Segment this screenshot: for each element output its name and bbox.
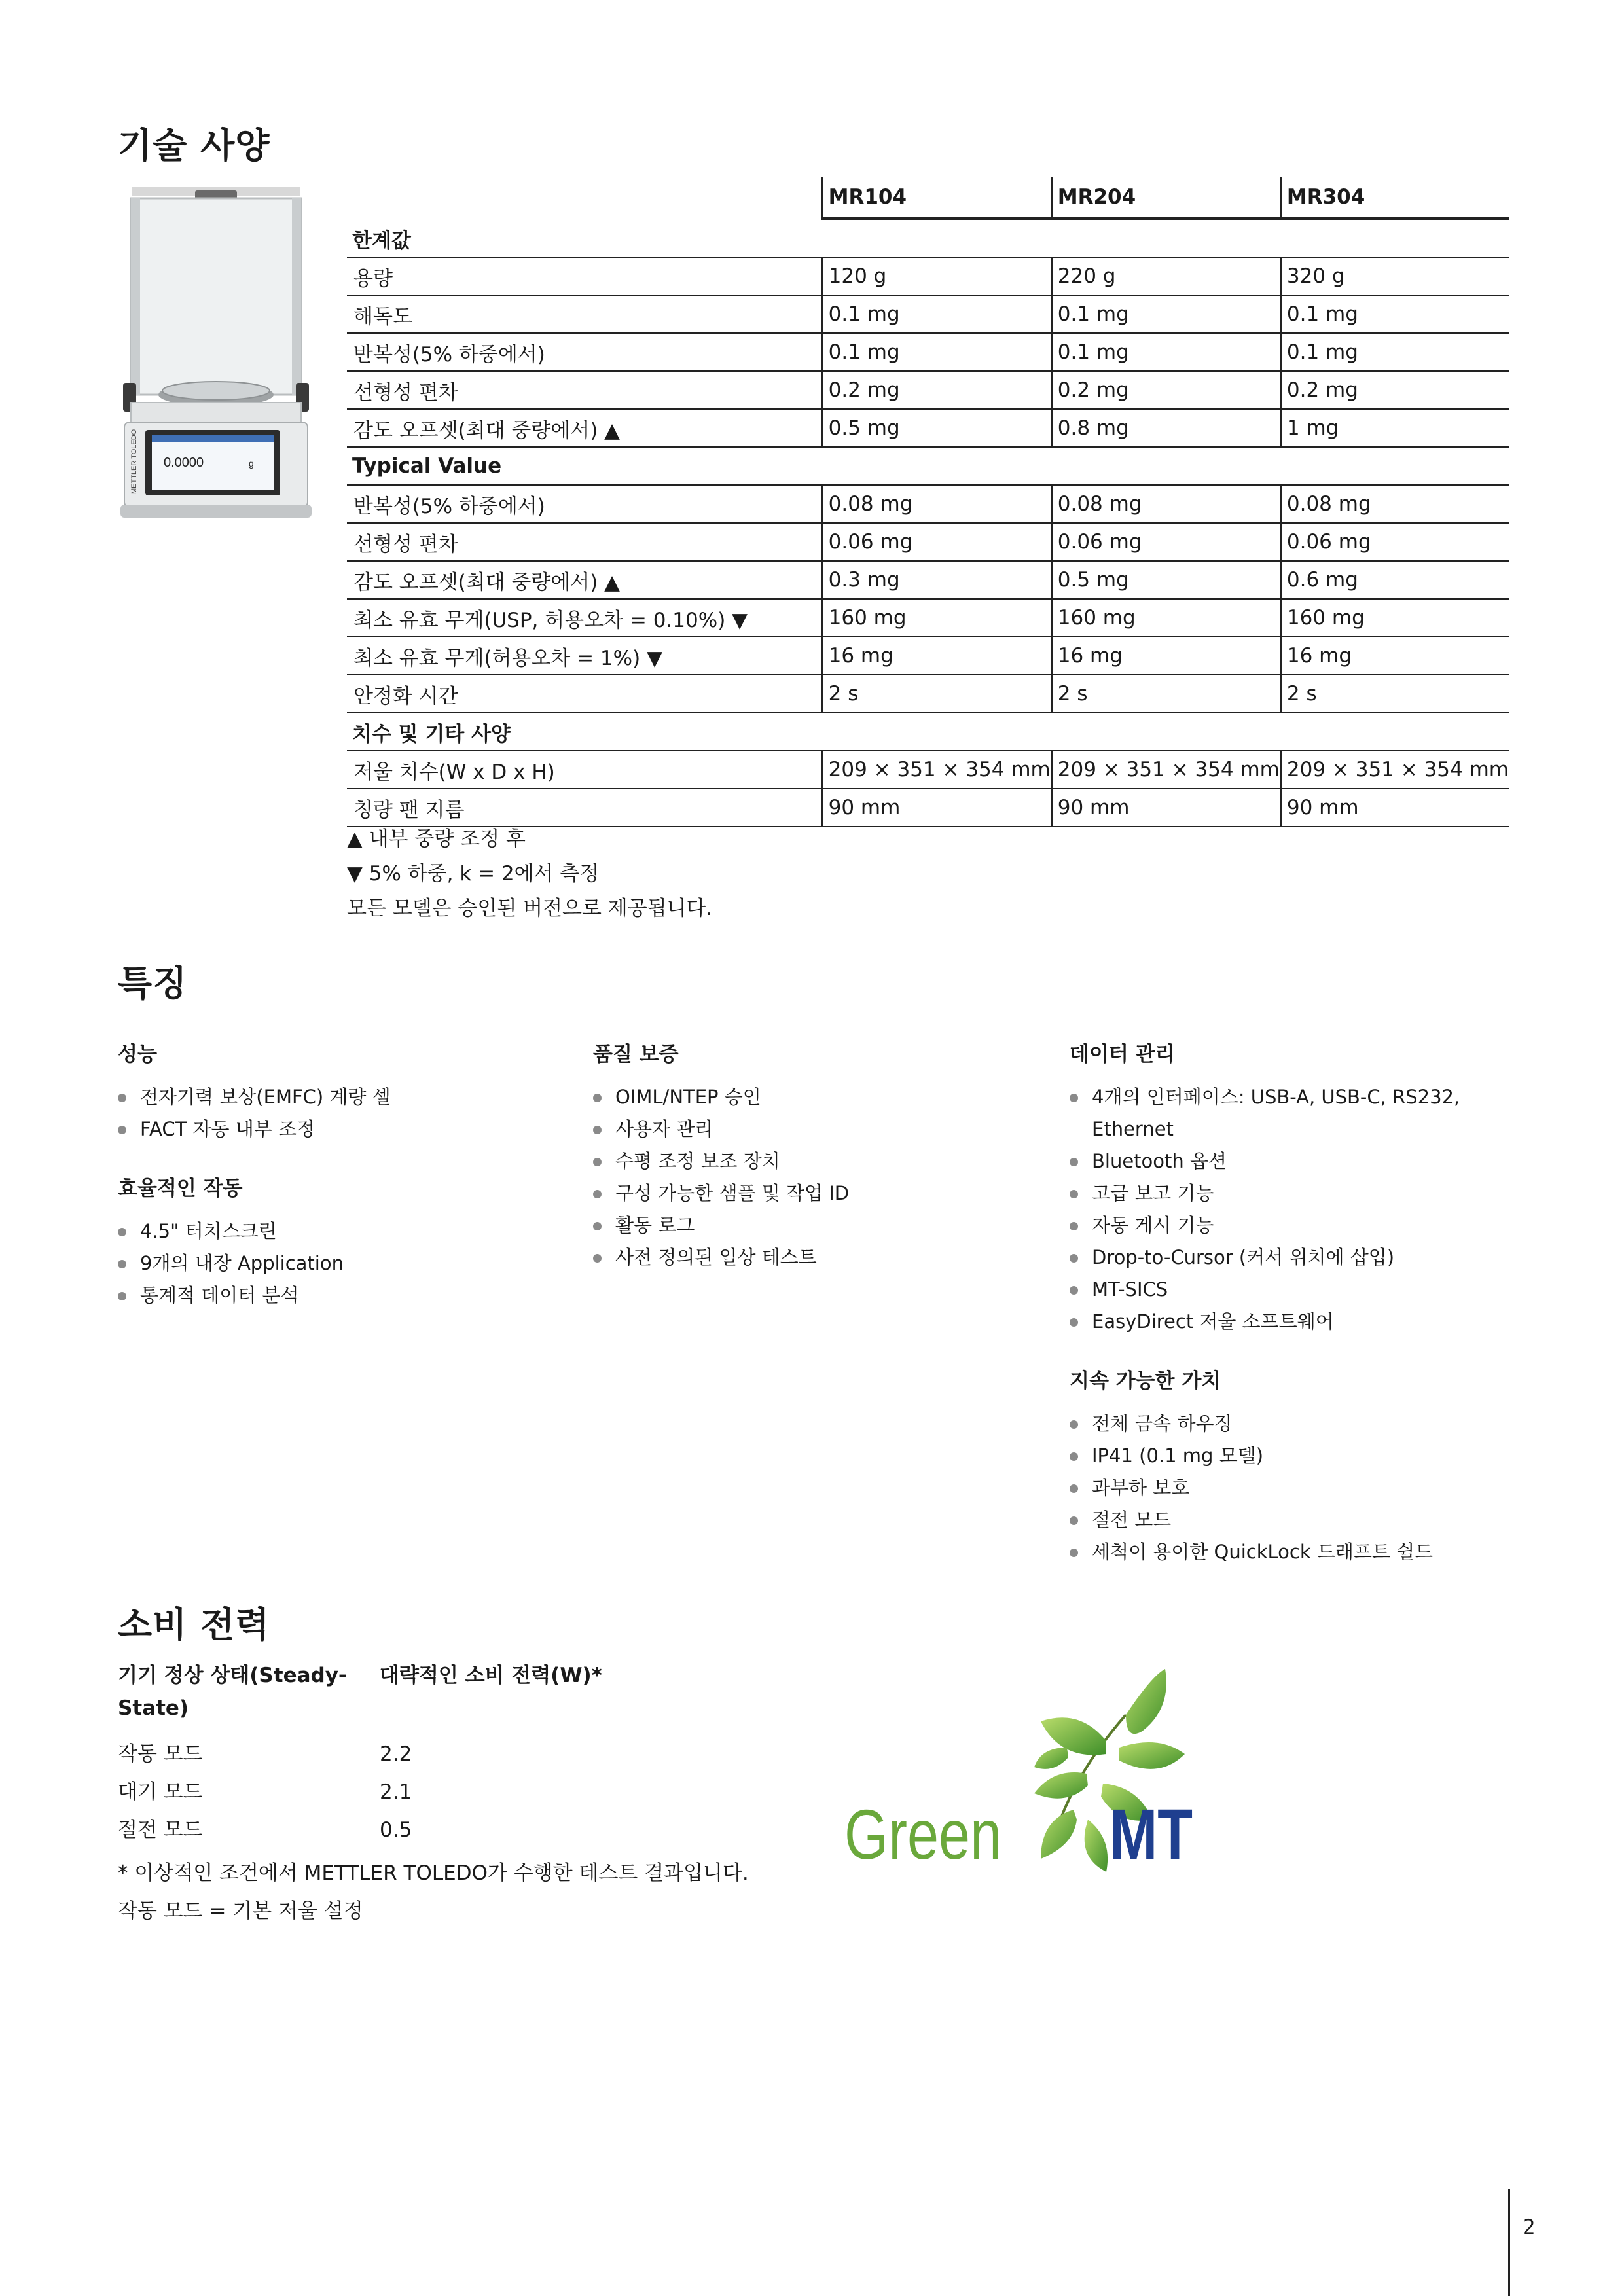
spec-section-label: Typical Value (347, 447, 1509, 485)
feature-item: 전자기력 보상(EMFC) 계량 셀 (118, 1081, 576, 1113)
feature-list (1070, 1408, 1515, 1568)
spec-data-row (347, 295, 1509, 333)
spec-value: 220 g (1051, 257, 1280, 295)
feature-item: OIML/NTEP 승인 (593, 1081, 1051, 1113)
feature-list (1070, 1081, 1515, 1338)
bullet-icon (1070, 1549, 1078, 1557)
model-header: MR204 (1051, 177, 1280, 219)
feature-item: 세척이 용이한 QuickLock 드래프트 쉴드 (1070, 1536, 1515, 1568)
bullet-icon (1070, 1190, 1078, 1198)
feature-item: 통계적 데이터 분석 (118, 1280, 576, 1312)
power-value: 2.1 (380, 1780, 412, 1804)
power-row (118, 1773, 655, 1811)
spec-data-row (347, 637, 1509, 675)
spec-data-row (347, 561, 1509, 599)
spec-data-row (347, 751, 1509, 789)
bullet-icon (118, 1228, 126, 1236)
bullet-icon (1070, 1452, 1078, 1461)
bullet-icon (1070, 1516, 1078, 1525)
feature-item: EasyDirect 저울 소프트웨어 (1070, 1306, 1515, 1338)
power-row (118, 1811, 655, 1849)
spec-section-row (347, 713, 1509, 751)
feature-group-heading: 성능 (118, 1043, 157, 1066)
spec-value: 0.06 mg (1280, 523, 1509, 561)
power-mode: 작동 모드 (118, 1742, 203, 1766)
spec-value: 90 mm (1051, 789, 1280, 827)
spec-title: 기술 사양 (118, 125, 270, 166)
features-title: 특징 (118, 963, 188, 1004)
power-header-row (118, 1659, 655, 1725)
spec-label: 감도 오프셋(최대 중량에서) ▲ (347, 561, 822, 599)
feature-group-heading: 데이터 관리 (1070, 1043, 1175, 1066)
bullet-icon (118, 1260, 126, 1268)
feature-item: 과부하 보호 (1070, 1472, 1515, 1504)
spec-data-row (347, 675, 1509, 713)
spec-value: 0.08 mg (822, 485, 1051, 523)
spec-data-row (347, 523, 1509, 561)
spec-label: 감도 오프셋(최대 중량에서) ▲ (347, 409, 822, 447)
power-col2-head: 대략적인 소비 전력(W)* (380, 1664, 602, 1687)
feature-list (593, 1081, 1051, 1274)
feature-item: 9개의 내장 Application (118, 1247, 576, 1280)
model-header: MR104 (822, 177, 1051, 219)
power-row (118, 1735, 655, 1773)
features-column-1 (118, 1037, 576, 1338)
feature-item: 4개의 인터페이스: USB-A, USB-C, RS232, Ethernet (1070, 1081, 1515, 1145)
bullet-icon (593, 1222, 602, 1230)
spec-data-row (347, 789, 1509, 827)
spec-header-blank (347, 177, 822, 219)
spec-value: 0.6 mg (1280, 561, 1509, 599)
bullet-icon (1070, 1286, 1078, 1295)
bullet-icon (1070, 1254, 1078, 1263)
logo-word-green: Green (844, 1795, 1002, 1874)
feature-item: 절전 모드 (1070, 1504, 1515, 1536)
feature-item: Bluetooth 옵션 (1070, 1145, 1515, 1177)
spec-value: 2 s (1280, 675, 1509, 713)
feature-group-heading: 효율적인 작동 (118, 1177, 243, 1200)
spec-section-row (347, 219, 1509, 257)
spec-data-row (347, 333, 1509, 371)
bullet-icon (593, 1190, 602, 1198)
features-column-3 (1070, 1037, 1515, 1594)
spec-value: 209 × 351 × 354 mm (822, 751, 1051, 789)
power-value: 2.2 (380, 1742, 412, 1766)
spec-value: 0.5 mg (1051, 561, 1280, 599)
bullet-icon (593, 1254, 602, 1263)
feature-item: MT-SICS (1070, 1274, 1515, 1306)
green-mt-logo (844, 1669, 1211, 1875)
spec-value: 0.2 mg (1051, 371, 1280, 409)
feature-item: 고급 보고 기능 (1070, 1177, 1515, 1210)
feature-item: 수평 조정 보조 장치 (593, 1145, 1051, 1177)
bullet-icon (1070, 1484, 1078, 1493)
spec-value: 0.1 mg (1280, 295, 1509, 333)
power-notes (118, 1854, 749, 1930)
spec-data-row (347, 599, 1509, 637)
spec-data-row (347, 485, 1509, 523)
bullet-icon (593, 1158, 602, 1166)
spec-value: 2 s (1051, 675, 1280, 713)
logo-word-mt: MT (1110, 1795, 1193, 1875)
spec-value: 16 mg (822, 637, 1051, 675)
spec-label: 반복성(5% 하중에서) (347, 485, 822, 523)
spec-label: 해독도 (347, 295, 822, 333)
feature-item: IP41 (0.1 mg 모델) (1070, 1440, 1515, 1472)
feature-list (118, 1081, 576, 1145)
bullet-icon (1070, 1094, 1078, 1102)
power-title: 소비 전력 (118, 1604, 270, 1645)
page-number: 2 (1523, 2215, 1536, 2239)
feature-group-heading: 품질 보증 (593, 1043, 679, 1066)
feature-list (118, 1215, 576, 1312)
spec-value: 16 mg (1280, 637, 1509, 675)
spec-data-row (347, 371, 1509, 409)
spec-label: 저울 치수(W x D x H) (347, 751, 822, 789)
feature-item: 4.5" 터치스크린 (118, 1215, 576, 1247)
note-measured: ▼ 5% 하중, k = 2에서 측정 (347, 862, 600, 886)
feature-item: 자동 게시 기능 (1070, 1210, 1515, 1242)
spec-value: 0.2 mg (822, 371, 1051, 409)
note-internal-adjust: ▲ 내부 중량 조정 후 (347, 827, 526, 851)
power-col1-head: 기기 정상 상태(Steady- State) (118, 1664, 347, 1720)
spec-label: 칭량 팬 지름 (347, 789, 822, 827)
power-table (118, 1659, 655, 1849)
spec-label: 선형성 편차 (347, 523, 822, 561)
spec-value: 209 × 351 × 354 mm (1280, 751, 1509, 789)
spec-value: 1 mg (1280, 409, 1509, 447)
spec-value: 90 mm (822, 789, 1051, 827)
svg-text:METTLER TOLEDO: METTLER TOLEDO (130, 429, 138, 494)
spec-label: 반복성(5% 하중에서) (347, 333, 822, 371)
note-approved: 모든 모델은 승인된 버전으로 제공됩니다. (347, 897, 713, 920)
feature-item: 사용자 관리 (593, 1113, 1051, 1145)
spec-label: 안정화 시간 (347, 675, 822, 713)
power-note-mode: 작동 모드 = 기본 저울 설정 (118, 1899, 363, 1923)
spec-value: 209 × 351 × 354 mm (1051, 751, 1280, 789)
spec-value: 0.1 mg (1280, 333, 1509, 371)
svg-text:g: g (249, 458, 254, 469)
feature-item: 사전 정의된 일상 테스트 (593, 1242, 1051, 1274)
spec-value: 0.1 mg (822, 333, 1051, 371)
spec-value: 160 mg (822, 599, 1051, 637)
spec-data-row (347, 257, 1509, 295)
feature-item: FACT 자동 내부 조정 (118, 1113, 576, 1145)
spec-value: 0.08 mg (1051, 485, 1280, 523)
feature-item: 활동 로그 (593, 1210, 1051, 1242)
bullet-icon (593, 1126, 602, 1134)
spec-value: 160 mg (1051, 599, 1280, 637)
spec-section-row (347, 447, 1509, 485)
spec-value: 0.8 mg (1051, 409, 1280, 447)
spec-value: 16 mg (1051, 637, 1280, 675)
power-note-test: * 이상적인 조건에서 METTLER TOLEDO가 수행한 테스트 결과입니다. (118, 1861, 749, 1885)
spec-value: 160 mg (1280, 599, 1509, 637)
feature-item: 전체 금속 하우징 (1070, 1408, 1515, 1440)
spec-value: 0.1 mg (822, 295, 1051, 333)
spec-label: 최소 유효 무게(허용오차 = 1%) ▼ (347, 637, 822, 675)
spec-value: 0.06 mg (822, 523, 1051, 561)
spec-value: 0.3 mg (822, 561, 1051, 599)
spec-value: 0.08 mg (1280, 485, 1509, 523)
power-mode: 절전 모드 (118, 1818, 203, 1842)
spec-notes (347, 822, 712, 926)
spec-data-row (347, 409, 1509, 447)
spec-value: 0.1 mg (1051, 333, 1280, 371)
bullet-icon (118, 1292, 126, 1300)
spec-value: 0.5 mg (822, 409, 1051, 447)
spec-label: 용량 (347, 257, 822, 295)
feature-item: Drop-to-Cursor (커서 위치에 삽입) (1070, 1242, 1515, 1274)
spec-value: 0.2 mg (1280, 371, 1509, 409)
feature-group-heading: 지속 가능한 가치 (1070, 1369, 1221, 1393)
model-header: MR304 (1280, 177, 1509, 219)
balance-image (118, 187, 314, 527)
bullet-icon (1070, 1158, 1078, 1166)
page-divider (1508, 2189, 1510, 2296)
spec-section-label: 한계값 (347, 219, 1509, 257)
power-mode: 대기 모드 (118, 1780, 203, 1804)
spec-label: 선형성 편차 (347, 371, 822, 409)
svg-text:0.0000: 0.0000 (164, 456, 204, 470)
bullet-icon (118, 1094, 126, 1102)
spec-value: 0.1 mg (1051, 295, 1280, 333)
spec-section-label: 치수 및 기타 사양 (347, 713, 1509, 751)
bullet-icon (1070, 1420, 1078, 1429)
spec-label: 최소 유효 무게(USP, 허용오차 = 0.10%) ▼ (347, 599, 822, 637)
spec-header-row (347, 177, 1509, 219)
spec-value: 0.06 mg (1051, 523, 1280, 561)
spec-value: 2 s (822, 675, 1051, 713)
power-value: 0.5 (380, 1818, 412, 1842)
feature-item: 구성 가능한 샘플 및 작업 ID (593, 1177, 1051, 1210)
spec-value: 120 g (822, 257, 1051, 295)
bullet-icon (118, 1126, 126, 1134)
bullet-icon (1070, 1318, 1078, 1327)
bullet-icon (593, 1094, 602, 1102)
spec-value: 90 mm (1280, 789, 1509, 827)
spec-value: 320 g (1280, 257, 1509, 295)
features-column-2 (593, 1037, 1051, 1300)
bullet-icon (1070, 1222, 1078, 1230)
spec-table (347, 177, 1509, 827)
